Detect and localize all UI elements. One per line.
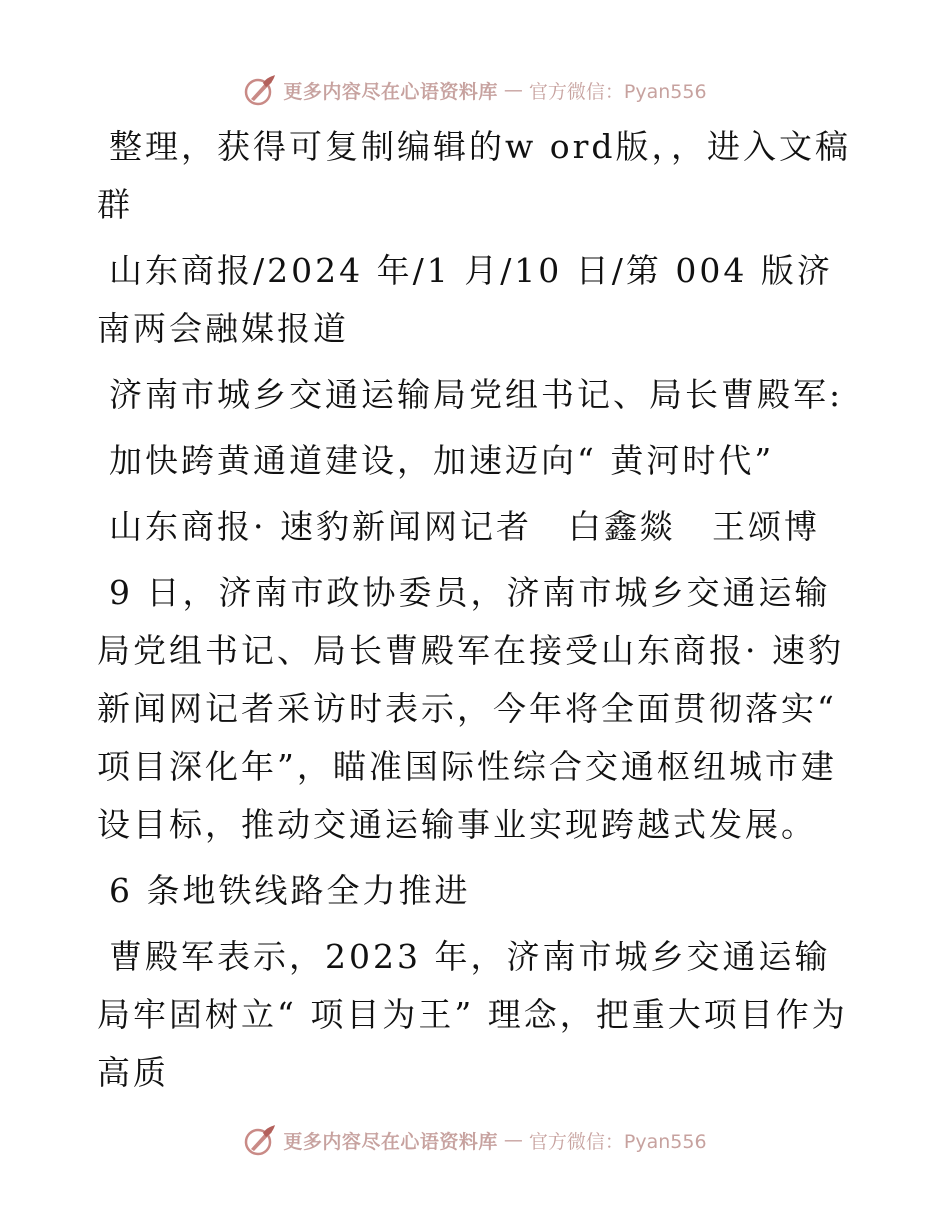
paragraph-intro: 整理，获得可复制编辑的w ord版，，进入文稿群: [97, 127, 852, 224]
banner-separator: —: [503, 79, 523, 101]
paragraph-headline: 加快跨黄通道建设，加速迈向“ 黄河时代”: [109, 441, 775, 480]
paragraph-byline: 山东商报· 速豹新闻网记者 白鑫燚 王颂博: [109, 507, 820, 546]
document-body: [97, 118, 857, 1110]
footer-watermark-banner: [0, 1120, 950, 1160]
banner-title: 更多内容尽在心语资料库: [283, 80, 498, 103]
quill-pen-logo-icon: [243, 73, 277, 107]
banner-separator: —: [503, 1129, 523, 1151]
banner-title: 更多内容尽在心语资料库: [283, 1130, 498, 1153]
banner-contact: 官方微信：Pyan556: [528, 1130, 707, 1153]
header-watermark-banner: [0, 70, 950, 110]
paragraph-subheading: 6 条地铁线路全力推进: [109, 871, 471, 910]
banner-contact: 官方微信：Pyan556: [528, 80, 707, 103]
paragraph-headline-kicker: 济南市城乡交通运输局党组书记、局长曹殿军:: [109, 375, 844, 414]
paragraph-source: 山东商报/2024 年/1 月/10 日/第 004 版济南两会融媒报道: [97, 251, 833, 348]
paragraph-body: 曹殿军表示，2023 年，济南市城乡交通运输局牢固树立“ 项目为王” 理念，把重大项目作为高质: [97, 937, 848, 1092]
paragraph-lead: 9 日，济南市政协委员，济南市城乡交通运输局党组书记、局长曹殿军在接受山东商报· 速豹新闻网记者采访时表示，今年将全面贯彻落实“ 项目深化年”，瞄准国际性综合交通枢纽城市建设目标，推动交通运输事业实现跨越式发展。: [97, 573, 844, 844]
quill-pen-logo-icon: [243, 1123, 277, 1157]
